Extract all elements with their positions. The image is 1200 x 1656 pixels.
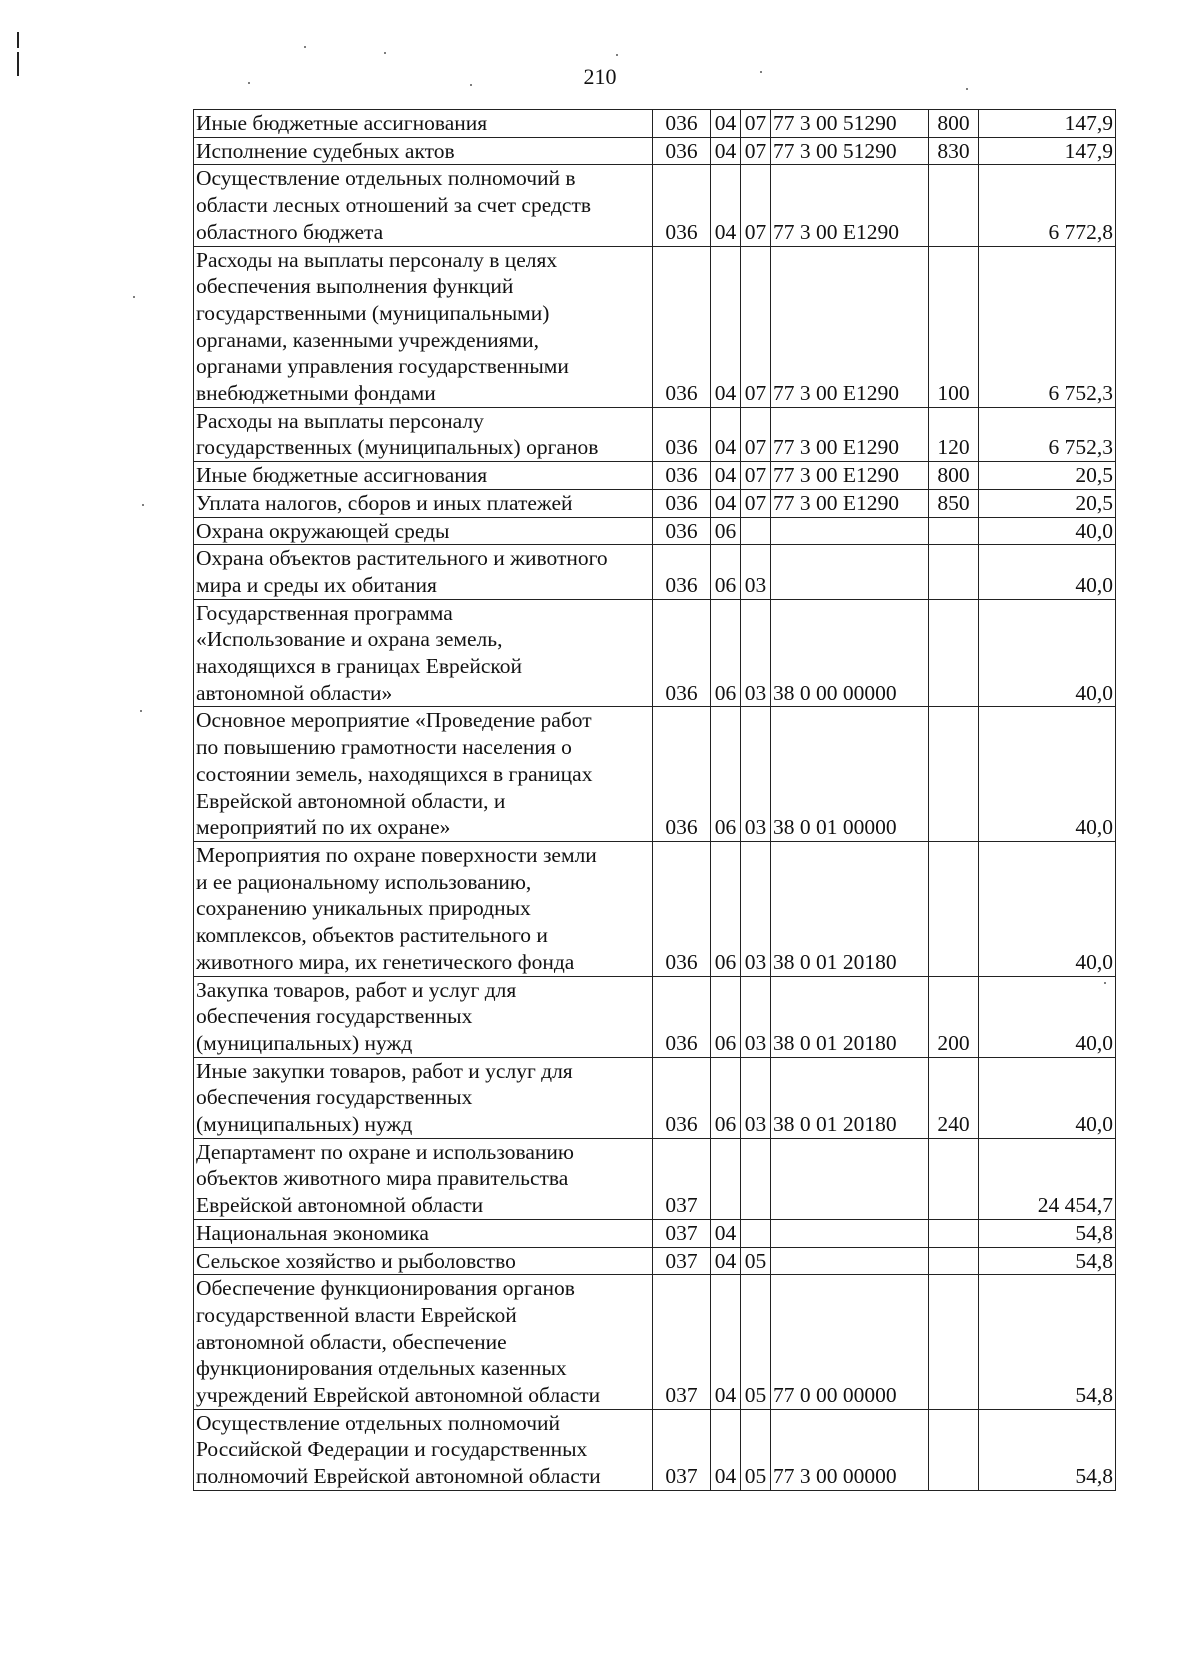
table-row xyxy=(194,407,1116,461)
margin-mark-top xyxy=(17,32,19,48)
cell-expense-name xyxy=(194,407,653,461)
cell-section-code: 06 xyxy=(711,1057,741,1138)
cell-expense-type xyxy=(929,1138,979,1219)
cell-expense-type: 120 xyxy=(929,407,979,461)
cell-expense-type: 100 xyxy=(929,246,979,407)
cell-section-code: 06 xyxy=(711,517,741,545)
cell-ministry-code: 036 xyxy=(653,165,711,246)
expense-name-line: Уплата налогов, сборов и иных платежей xyxy=(196,490,573,515)
cell-expense-name xyxy=(194,841,653,976)
expense-name-line: и ее рациональному использованию, xyxy=(196,869,532,894)
expense-name-line: мероприятий по их охране» xyxy=(196,815,451,840)
cell-amount: 40,0 xyxy=(979,707,1116,842)
cell-amount: 40,0 xyxy=(979,976,1116,1057)
cell-expense-type xyxy=(929,1275,979,1410)
cell-section-code xyxy=(711,1138,741,1219)
cell-ministry-code: 036 xyxy=(653,545,711,599)
expense-name-line: «Использование и охрана земель, xyxy=(196,627,503,652)
cell-expense-type xyxy=(929,1409,979,1490)
expense-name-line: внебюджетными фондами xyxy=(196,381,436,406)
expense-name-line: Иные бюджетные ассигнования xyxy=(196,463,488,488)
cell-section-code: 06 xyxy=(711,707,741,842)
cell-section-code: 04 xyxy=(711,489,741,517)
expense-name-line: Мероприятия по охране поверхности земли xyxy=(196,842,597,867)
cell-amount: 40,0 xyxy=(979,545,1116,599)
table-row xyxy=(194,841,1116,976)
cell-amount: 40,0 xyxy=(979,1057,1116,1138)
cell-expense-name xyxy=(194,1057,653,1138)
expense-name-line: по повышению грамотности населения о xyxy=(196,735,572,760)
expense-name-line: областного бюджета xyxy=(196,219,384,244)
cell-subsection-code: 03 xyxy=(741,545,771,599)
cell-amount: 20,5 xyxy=(979,489,1116,517)
cell-subsection-code: 03 xyxy=(741,841,771,976)
cell-expense-type xyxy=(929,545,979,599)
cell-amount: 54,8 xyxy=(979,1275,1116,1410)
expense-name-line: Основное мероприятие «Проведение работ xyxy=(196,708,592,733)
cell-subsection-code: 07 xyxy=(741,246,771,407)
table-body xyxy=(194,110,1116,1491)
cell-amount: 6 752,3 xyxy=(979,246,1116,407)
scan-speck xyxy=(1104,982,1106,984)
cell-expense-name xyxy=(194,165,653,246)
cell-ministry-code: 036 xyxy=(653,976,711,1057)
cell-section-code: 04 xyxy=(711,407,741,461)
table-row xyxy=(194,165,1116,246)
cell-expense-name xyxy=(194,137,653,165)
expense-name-line: Расходы на выплаты персоналу в целях xyxy=(196,247,558,272)
cell-subsection-code: 03 xyxy=(741,1057,771,1138)
cell-expense-name xyxy=(194,462,653,490)
table-row xyxy=(194,246,1116,407)
scan-speck xyxy=(248,82,250,84)
cell-ministry-code: 036 xyxy=(653,246,711,407)
cell-target-article: 77 3 00 Е1290 xyxy=(771,462,929,490)
cell-target-article xyxy=(771,1219,929,1247)
cell-ministry-code: 037 xyxy=(653,1409,711,1490)
table-row xyxy=(194,545,1116,599)
cell-target-article: 77 3 00 Е1290 xyxy=(771,165,929,246)
expense-name-line: автономной области, обеспечение xyxy=(196,1329,507,1354)
cell-amount: 6 752,3 xyxy=(979,407,1116,461)
table-row xyxy=(194,1247,1116,1275)
table-row xyxy=(194,137,1116,165)
cell-ministry-code: 036 xyxy=(653,110,711,138)
table-row xyxy=(194,1275,1116,1410)
cell-subsection-code: 05 xyxy=(741,1275,771,1410)
cell-amount: 40,0 xyxy=(979,599,1116,707)
cell-ministry-code: 037 xyxy=(653,1247,711,1275)
cell-expense-type xyxy=(929,841,979,976)
cell-expense-type: 200 xyxy=(929,976,979,1057)
expense-name-line: автономной области» xyxy=(196,680,393,705)
cell-section-code: 06 xyxy=(711,599,741,707)
scan-speck xyxy=(304,46,306,48)
expense-name-line: (муниципальных) нужд xyxy=(196,1112,413,1137)
scan-speck xyxy=(133,296,135,298)
cell-amount: 24 454,7 xyxy=(979,1138,1116,1219)
cell-amount: 54,8 xyxy=(979,1409,1116,1490)
expense-name-line: Осуществление отдельных полномочий xyxy=(196,1410,561,1435)
expense-name-line: обеспечения государственных xyxy=(196,1004,473,1029)
cell-subsection-code: 07 xyxy=(741,165,771,246)
expense-name-line: Охрана объектов растительного и животного xyxy=(196,546,608,571)
expense-name-line: находящихся в границах Еврейской xyxy=(196,654,522,679)
cell-ministry-code: 036 xyxy=(653,462,711,490)
scan-speck xyxy=(966,88,968,90)
cell-subsection-code: 07 xyxy=(741,110,771,138)
table-row xyxy=(194,517,1116,545)
scan-speck xyxy=(384,52,386,54)
expense-name-line: мира и среды их обитания xyxy=(196,572,437,597)
cell-amount: 54,8 xyxy=(979,1219,1116,1247)
table-row xyxy=(194,1057,1116,1138)
expense-name-line: органами, казенными учреждениями, xyxy=(196,327,539,352)
cell-expense-name xyxy=(194,599,653,707)
cell-ministry-code: 036 xyxy=(653,137,711,165)
cell-subsection-code: 07 xyxy=(741,489,771,517)
cell-section-code: 04 xyxy=(711,110,741,138)
page-number: 210 xyxy=(583,64,617,89)
cell-amount: 147,9 xyxy=(979,137,1116,165)
expense-name-line: Иные бюджетные ассигнования xyxy=(196,111,488,135)
expense-name-line: Охрана окружающей среды xyxy=(196,518,450,543)
cell-section-code: 06 xyxy=(711,976,741,1057)
cell-expense-name xyxy=(194,489,653,517)
scan-speck xyxy=(142,504,144,506)
cell-subsection-code: 03 xyxy=(741,976,771,1057)
expense-name-line: состоянии земель, находящихся в границах xyxy=(196,761,593,786)
cell-target-article: 77 3 00 51290 xyxy=(771,137,929,165)
expense-name-line: (муниципальных) нужд xyxy=(196,1030,413,1055)
cell-subsection-code: 07 xyxy=(741,407,771,461)
cell-subsection-code xyxy=(741,517,771,545)
cell-target-article: 77 3 00 Е1290 xyxy=(771,246,929,407)
expense-name-line: полномочий Еврейской автономной области xyxy=(196,1464,601,1489)
expense-name-line: Закупка товаров, работ и услуг для xyxy=(196,977,517,1002)
cell-target-article xyxy=(771,545,929,599)
cell-section-code: 04 xyxy=(711,246,741,407)
cell-target-article: 38 0 01 00000 xyxy=(771,707,929,842)
cell-expense-name xyxy=(194,1219,653,1247)
cell-expense-name xyxy=(194,976,653,1057)
expense-name-line: сохранению уникальных природных xyxy=(196,896,531,921)
cell-ministry-code: 036 xyxy=(653,707,711,842)
cell-target-article: 77 0 00 00000 xyxy=(771,1275,929,1410)
cell-expense-name xyxy=(194,1138,653,1219)
cell-expense-type: 240 xyxy=(929,1057,979,1138)
table-row xyxy=(194,1138,1116,1219)
expense-name-line: животного мира, их генетического фонда xyxy=(196,949,575,974)
expense-name-line: Обеспечение функционирования органов xyxy=(196,1276,575,1301)
cell-expense-type xyxy=(929,165,979,246)
cell-subsection-code: 03 xyxy=(741,707,771,842)
cell-expense-type: 830 xyxy=(929,137,979,165)
expense-name-line: Национальная экономика xyxy=(196,1220,429,1245)
expense-name-line: области лесных отношений за счет средств xyxy=(196,193,592,218)
expense-name-line: Иные закупки товаров, работ и услуг для xyxy=(196,1058,573,1083)
cell-expense-type xyxy=(929,599,979,707)
cell-target-article: 38 0 01 20180 xyxy=(771,841,929,976)
cell-target-article xyxy=(771,1138,929,1219)
cell-amount: 40,0 xyxy=(979,517,1116,545)
cell-subsection-code xyxy=(741,1219,771,1247)
cell-subsection-code: 05 xyxy=(741,1409,771,1490)
cell-ministry-code: 037 xyxy=(653,1219,711,1247)
table-row xyxy=(194,599,1116,707)
expense-name-line: органами управления государственными xyxy=(196,354,569,379)
cell-section-code: 04 xyxy=(711,1409,741,1490)
cell-section-code: 06 xyxy=(711,841,741,976)
cell-amount: 6 772,8 xyxy=(979,165,1116,246)
cell-expense-type xyxy=(929,1247,979,1275)
cell-expense-name xyxy=(194,246,653,407)
table-row xyxy=(194,976,1116,1057)
cell-ministry-code: 036 xyxy=(653,517,711,545)
cell-expense-name xyxy=(194,1409,653,1490)
table-row xyxy=(194,1409,1116,1490)
scan-speck xyxy=(616,54,618,56)
cell-target-article: 77 3 00 Е1290 xyxy=(771,407,929,461)
expense-name-line: Государственная программа xyxy=(196,600,453,625)
table-row xyxy=(194,489,1116,517)
expense-name-line: учреждений Еврейской автономной области xyxy=(196,1383,601,1408)
cell-ministry-code: 036 xyxy=(653,489,711,517)
cell-target-article: 38 0 01 20180 xyxy=(771,976,929,1057)
cell-expense-type: 800 xyxy=(929,462,979,490)
cell-subsection-code: 07 xyxy=(741,462,771,490)
expense-name-line: функционирования отдельных казенных xyxy=(196,1356,567,1381)
scan-speck xyxy=(470,84,472,86)
expense-name-line: государственной власти Еврейской xyxy=(196,1302,517,1327)
cell-expense-name xyxy=(194,1247,653,1275)
cell-amount: 147,9 xyxy=(979,110,1116,138)
table-row xyxy=(194,462,1116,490)
cell-ministry-code: 037 xyxy=(653,1138,711,1219)
scan-speck xyxy=(140,710,142,712)
cell-expense-type: 800 xyxy=(929,110,979,138)
cell-ministry-code: 036 xyxy=(653,841,711,976)
cell-section-code: 04 xyxy=(711,1275,741,1410)
cell-subsection-code: 07 xyxy=(741,137,771,165)
cell-target-article xyxy=(771,517,929,545)
cell-target-article: 38 0 01 20180 xyxy=(771,1057,929,1138)
cell-expense-name xyxy=(194,1275,653,1410)
expense-name-line: комплексов, объектов растительного и xyxy=(196,923,548,948)
table-row xyxy=(194,110,1116,138)
cell-ministry-code: 036 xyxy=(653,407,711,461)
expense-name-line: Российской Федерации и государственных xyxy=(196,1437,588,1462)
cell-amount: 40,0 xyxy=(979,841,1116,976)
cell-target-article: 77 3 00 51290 xyxy=(771,110,929,138)
expense-name-line: государственными (муниципальными) xyxy=(196,300,550,325)
expense-name-line: государственных (муниципальных) органов xyxy=(196,435,599,460)
expense-name-line: Исполнение судебных актов xyxy=(196,138,455,163)
cell-expense-name xyxy=(194,110,653,138)
cell-subsection-code: 03 xyxy=(741,599,771,707)
budget-table xyxy=(193,109,1116,1491)
cell-expense-type: 850 xyxy=(929,489,979,517)
expense-name-line: обеспечения государственных xyxy=(196,1085,473,1110)
expense-name-line: Осуществление отдельных полномочий в xyxy=(196,166,576,191)
cell-target-article: 77 3 00 Е1290 xyxy=(771,489,929,517)
table-row xyxy=(194,707,1116,842)
expense-name-line: Департамент по охране и использованию xyxy=(196,1139,574,1164)
cell-expense-type xyxy=(929,707,979,842)
cell-subsection-code: 05 xyxy=(741,1247,771,1275)
cell-target-article: 77 3 00 00000 xyxy=(771,1409,929,1490)
cell-ministry-code: 036 xyxy=(653,599,711,707)
cell-section-code: 04 xyxy=(711,1247,741,1275)
cell-target-article xyxy=(771,1247,929,1275)
expense-name-line: Расходы на выплаты персоналу xyxy=(196,408,484,433)
cell-expense-name xyxy=(194,707,653,842)
cell-amount: 54,8 xyxy=(979,1247,1116,1275)
cell-subsection-code xyxy=(741,1138,771,1219)
cell-section-code: 04 xyxy=(711,137,741,165)
cell-expense-name xyxy=(194,545,653,599)
expense-name-line: обеспечения выполнения функций xyxy=(196,274,514,299)
table-row xyxy=(194,1219,1116,1247)
cell-section-code: 04 xyxy=(711,165,741,246)
expense-name-line: объектов животного мира правительства xyxy=(196,1166,569,1191)
cell-section-code: 04 xyxy=(711,1219,741,1247)
expense-name-line: Еврейской автономной области, и xyxy=(196,788,506,813)
expense-name-line: Еврейской автономной области xyxy=(196,1193,484,1218)
cell-expense-name xyxy=(194,517,653,545)
cell-section-code: 06 xyxy=(711,545,741,599)
cell-expense-type xyxy=(929,517,979,545)
cell-expense-type xyxy=(929,1219,979,1247)
cell-amount: 20,5 xyxy=(979,462,1116,490)
cell-ministry-code: 036 xyxy=(653,1057,711,1138)
cell-target-article: 38 0 00 00000 xyxy=(771,599,929,707)
cell-section-code: 04 xyxy=(711,462,741,490)
scan-speck xyxy=(760,71,762,73)
cell-ministry-code: 037 xyxy=(653,1275,711,1410)
expense-name-line: Сельское хозяйство и рыболовство xyxy=(196,1248,516,1273)
